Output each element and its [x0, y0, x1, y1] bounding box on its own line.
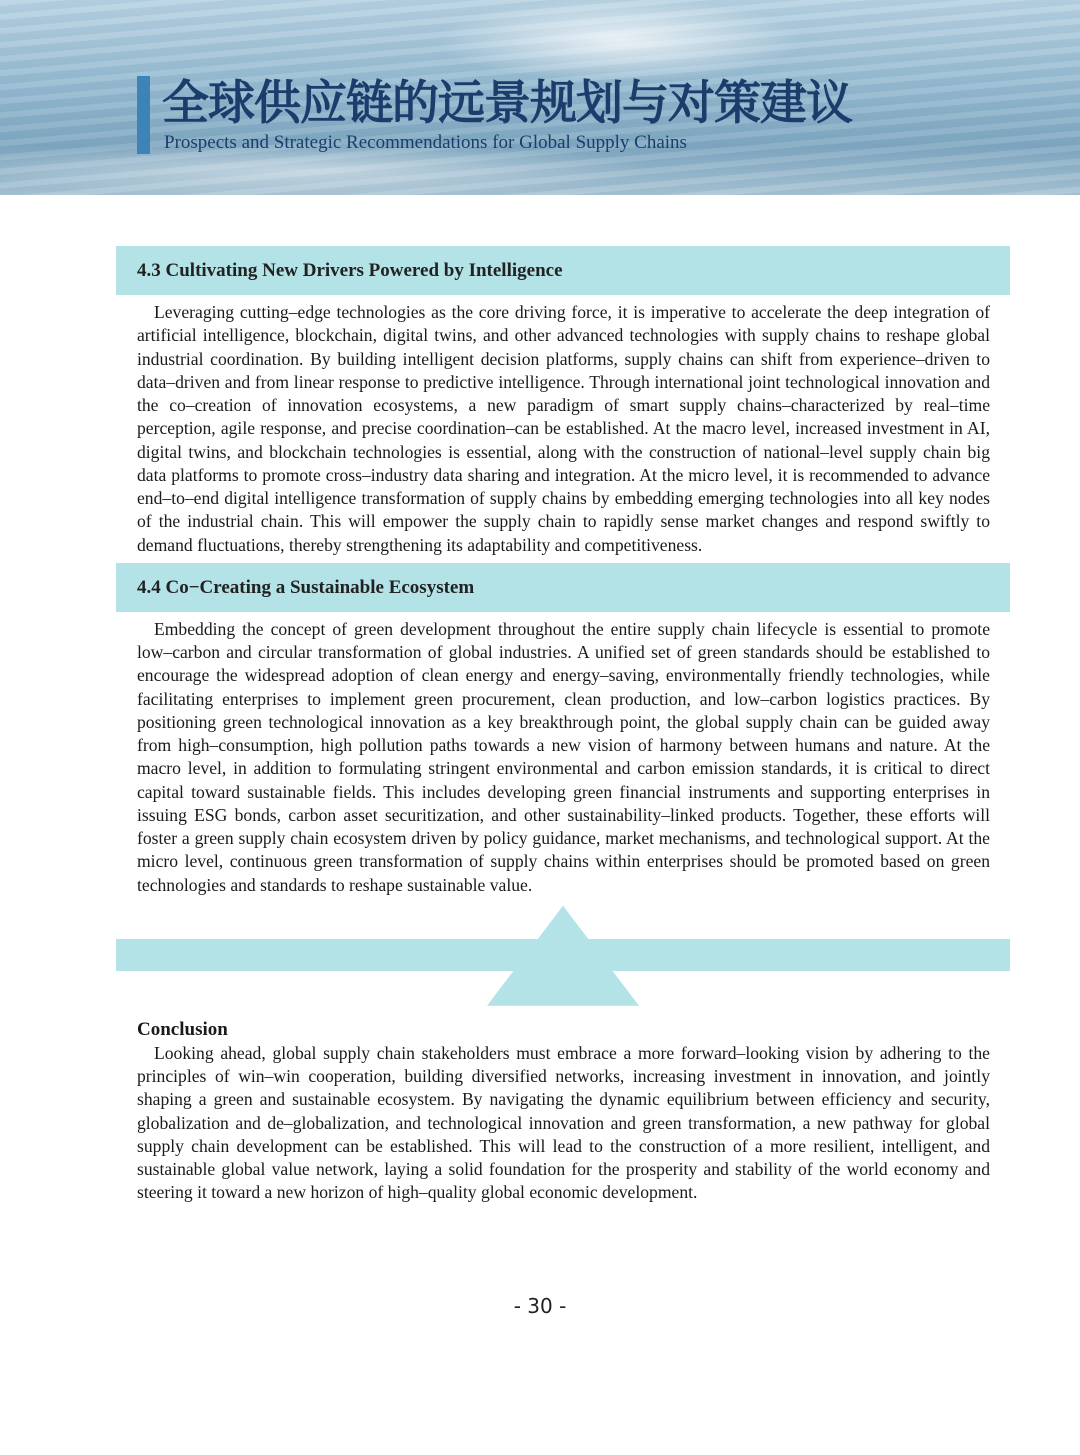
chapter-title-text	[150, 76, 852, 154]
chapter-title-english: Prospects and Strategic Recommendations for Global Supply Chains	[164, 132, 687, 153]
page-content	[0, 195, 1080, 1359]
header-banner	[0, 0, 1080, 195]
page-number: - 30 -	[513, 1293, 567, 1318]
title-accent-bar	[137, 76, 150, 154]
section-heading-4-3	[116, 246, 1010, 295]
section-heading-4-4	[116, 563, 1010, 612]
section-body-4-4: Embedding the concept of green development throughout the entire supply chain lifecycle is essential to promote low–carbon and circular transformation of global industries. A unified set of green standards should be established to encourage the widespread adoption of clean energy and energy–saving, environmentally friendly technologies, while facilitating enterprises to implement green procurement, clean production, and low–carbon logistics practices. By positioning green technological innovation as a key breakthrough point, the global supply chain can be guided away from high–consumption, high pollution paths towards a new vision of harmony between humans and nature. At the macro level, in addition to formulating stringent environmental and carbon emission standards, it is critical to direct capital toward sustainable fields. This includes developing green financial instruments and supporting enterprises in issuing ESG bonds, carbon asset securitization, and other sustainability–linked products. Together, these efforts will foster a green supply chain ecosystem driven by policy guidance, market mechanisms, and technological support. At the micro level, continuous green transformation of supply chains within enterprises should be promoted based on green technologies and standards to reshape sustainable value.	[137, 618, 990, 895]
conclusion-heading: Conclusion	[137, 1018, 228, 1040]
section-body-4-3: Leveraging cutting–edge technologies as the core driving force, it is imperative to accelerate the deep integration of artificial intelligence, blockchain, digital twins, and other advanced technologies with supply chains to reshape global industrial coordination. By building intelligent decision platforms, supply chains can shift from experience–driven to data–driven and from linear response to predictive intelligence. Through international joint technological innovation and the co–creation of innovation ecosystems, a new paradigm of smart supply chains–characterized by real–time perception, agile response, and precise coordination–can be established. At the macro level, increased investment in AI, digital twins, and blockchain technologies is essential, along with the construction of national–level supply chain big data platforms to promote cross–industry data sharing and integration. At the micro level, it is recommended to advance end–to–end digital intelligence transformation of supply chains by embedding emerging technologies into all key nodes of the industrial chain. This will empower the supply chain to rapidly sense market changes and respond swiftly to demand fluctuations, thereby strengthening its adaptability and competitiveness.	[137, 302, 990, 555]
conclusion-body: Looking ahead, global supply chain stakeholders must embrace a more forward–looking vision by adhering to the principles of win–win cooperation, building diversified networks, increasing investment in innovation, and jointly shaping a green and sustainable ecosystem. By navigating the dynamic equilibrium between efficiency and security, globalization and de–globalization, and technological innovation and green transformation, a new pathway for global supply chain development can be established. This will lead to the construction of a more resilient, intelligent, and sustainable global value network, laying a solid foundation for the prosperity and stability of the world economy and steering it toward a new horizon of high–quality global economic development.	[137, 1042, 990, 1203]
section-heading-text: 4.3 Cultivating New Drivers Powered by Intelligence	[137, 260, 563, 281]
chapter-title-chinese: 全球供应链的远景规划与对策建议	[162, 76, 852, 131]
section-heading-text: 4.4 Co−Creating a Sustainable Ecosystem	[137, 576, 475, 598]
chapter-title-block	[137, 76, 852, 154]
decorative-divider	[0, 906, 1080, 1006]
